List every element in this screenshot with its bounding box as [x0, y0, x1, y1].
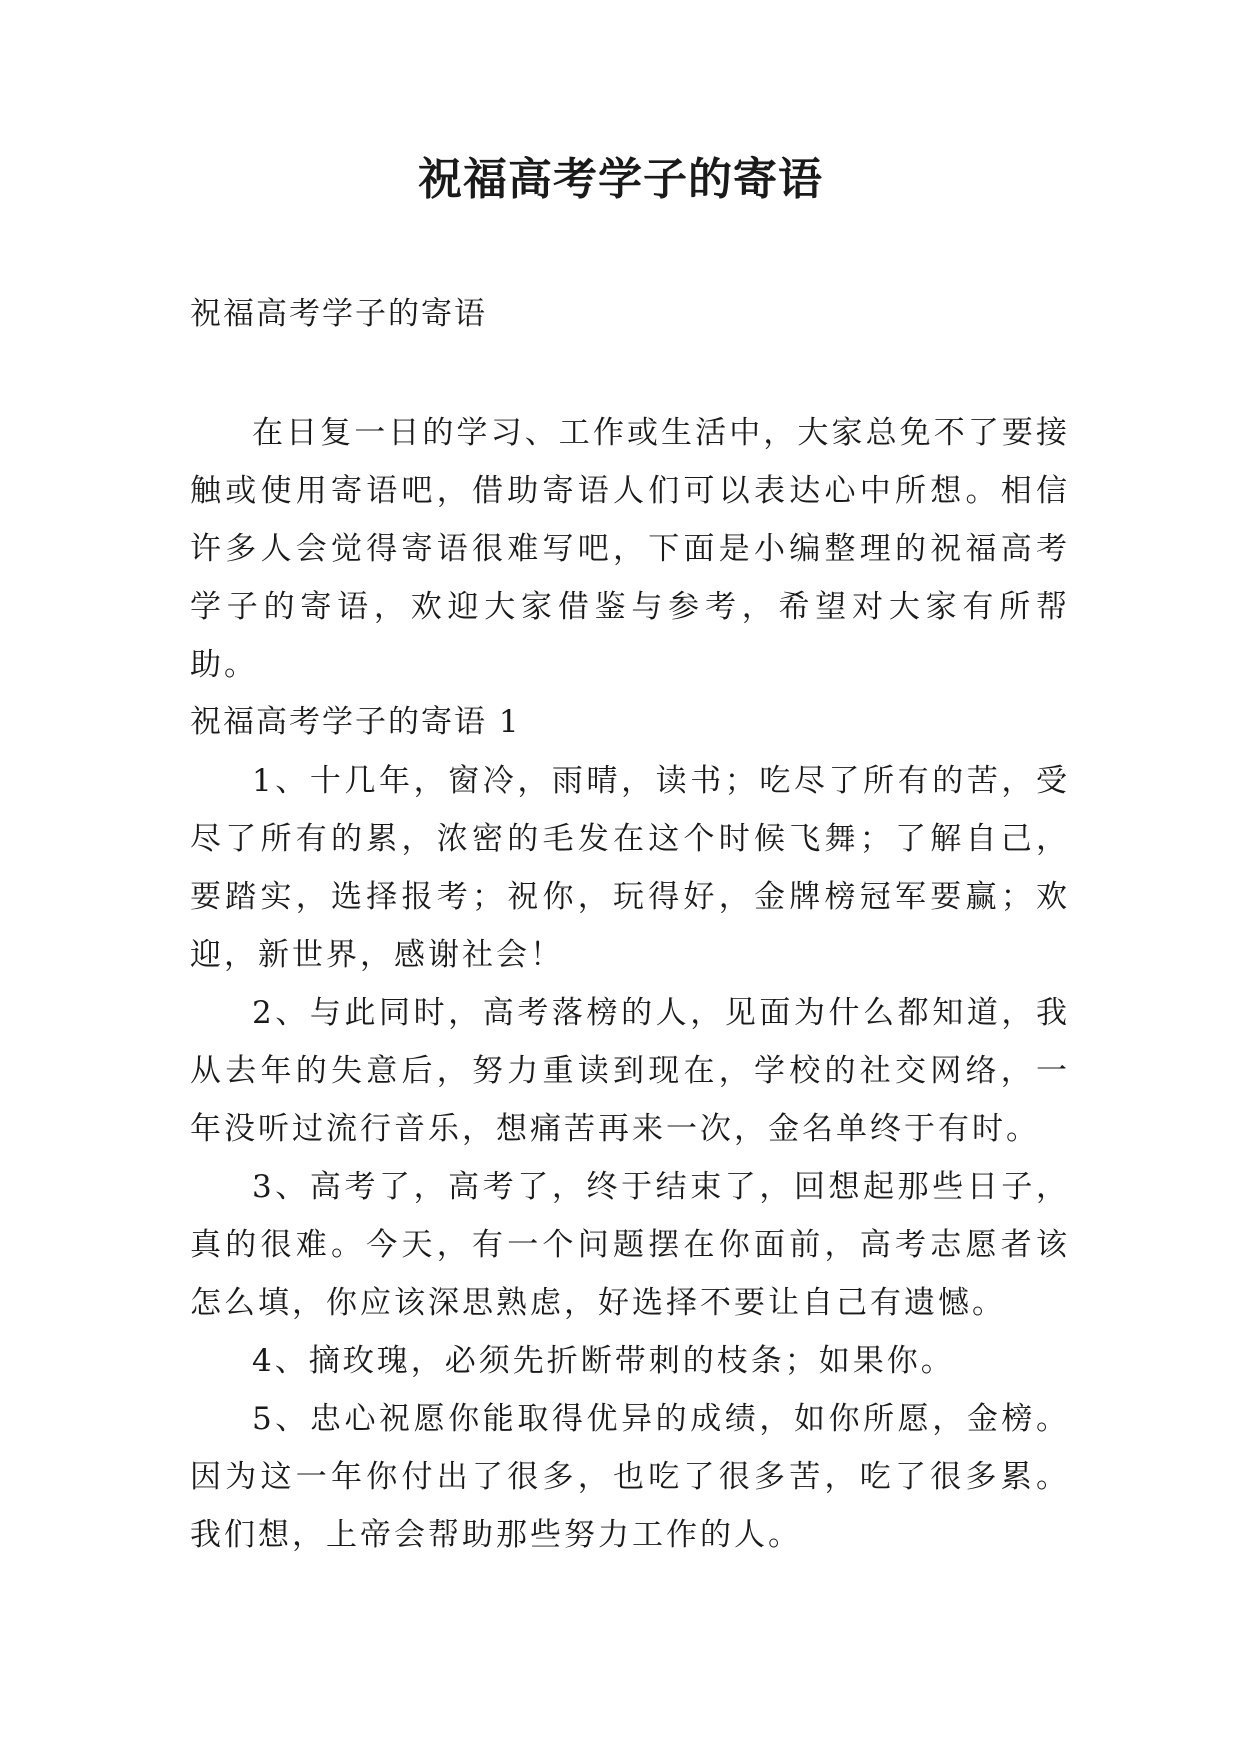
blessing-item: 4、摘玫瑰，必须先折断带刺的枝条；如果你。 [252, 1343, 955, 1379]
blessing-item: 5、忠心祝愿你能取得优异的成绩，如你所愿，金榜。因为这一年你付出了很多，也吃了很多苦，吃了很多累。我们想，上帝会帮助那些努力工作的人。 [190, 1401, 1070, 1553]
document-subtitle: 祝福高考学子的寄语 [190, 296, 487, 332]
blessing-item: 3、高考了，高考了，终于结束了，回想起那些日子，真的很难。今天，有一个问题摆在你面前，高考志愿者该怎么填，你应该深思熟虑，好选择不要让自己有遗憾。 [190, 1169, 1070, 1321]
intro-block [190, 404, 1070, 694]
blessing-list [190, 752, 1070, 1564]
section-heading: 祝福高考学子的寄语 1 [190, 704, 521, 740]
blessing-item: 1、十几年，窗冷，雨晴，读书；吃尽了所有的苦，受尽了所有的累，浓密的毛发在这个时候飞舞；了解自己，要踏实，选择报考；祝你，玩得好，金牌榜冠军要赢；欢迎，新世界，感谢社会！ [190, 763, 1070, 973]
document-title: 祝福高考学子的寄语 [418, 154, 823, 205]
blessing-item: 2、与此同时，高考落榜的人，见面为什么都知道，我从去年的失意后，努力重读到现在，学校的社交网络，一年没听过流行音乐，想痛苦再来一次，金名单终于有时。 [190, 995, 1070, 1147]
intro-paragraph: 在日复一日的学习、工作或生活中，大家总免不了要接触或使用寄语吧，借助寄语人们可以表达心中所想。相信许多人会觉得寄语很难写吧，下面是小编整理的祝福高考学子的寄语，欢迎大家借鉴与参考，希望对大家有所帮助。 [190, 415, 1070, 683]
